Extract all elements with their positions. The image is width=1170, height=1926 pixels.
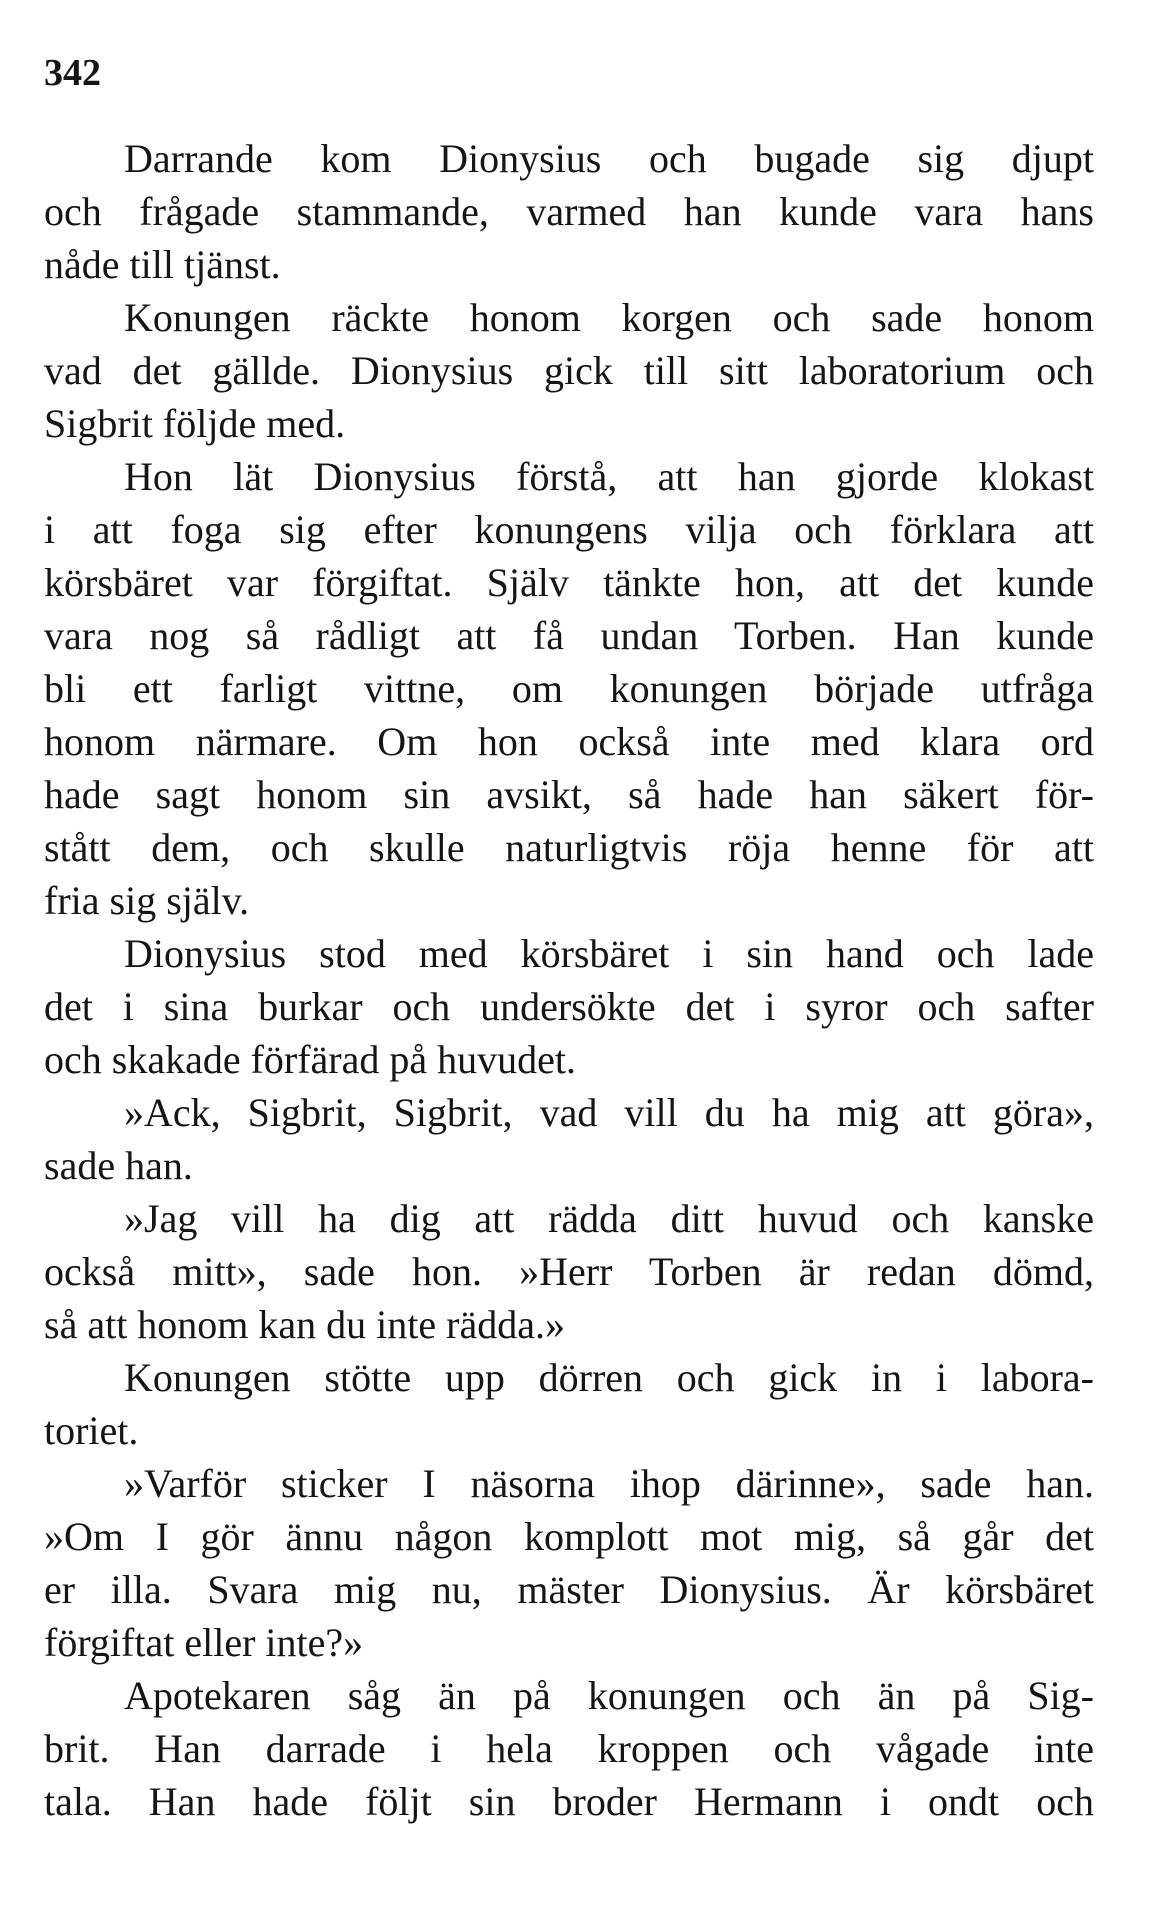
text-line: det i sina burkar och undersökte det i syror och safter	[44, 984, 1094, 1029]
body-text	[44, 132, 1094, 1828]
text-line: Konungen stötte upp dörren och gick in i labora-	[124, 1355, 1094, 1400]
text-line: så att honom kan du inte rädda.»	[44, 1302, 565, 1347]
text-line: Apotekaren såg än på konungen och än på Sig-	[124, 1673, 1094, 1718]
text-line: »Ack, Sigbrit, Sigbrit, vad vill du ha mig att göra»,	[124, 1090, 1094, 1135]
text-line: och frågade stammande, varmed han kunde vara hans	[44, 189, 1094, 234]
text-line: tala. Han hade följt sin broder Hermann i ondt och	[44, 1779, 1094, 1824]
text-line: förgiftat eller inte?»	[44, 1620, 364, 1665]
text-line: »Varför sticker I näsorna ihop därinne», sade han.	[124, 1461, 1094, 1506]
text-line: sade han.	[44, 1143, 193, 1188]
text-line: Sigbrit följde med.	[44, 401, 346, 446]
text-line: Konungen räckte honom korgen och sade honom	[124, 295, 1094, 340]
page-number: 342	[44, 52, 101, 94]
text-line: »Om I gör ännu någon komplott mot mig, så går det	[44, 1514, 1094, 1559]
text-line: Darrande kom Dionysius och bugade sig djupt	[124, 136, 1094, 181]
text-line: hade sagt honom sin avsikt, så hade han säkert för-	[44, 772, 1094, 817]
text-line: i att foga sig efter konungens vilja och förklara att	[44, 507, 1094, 552]
text-line: »Jag vill ha dig att rädda ditt huvud och kanske	[124, 1196, 1094, 1241]
text-line: bli ett farligt vittne, om konungen började utfråga	[44, 666, 1094, 711]
text-line: vad det gällde. Dionysius gick till sitt laboratorium och	[44, 348, 1094, 393]
text-line: fria sig själv.	[44, 878, 250, 923]
text-line: och skakade förfärad på huvudet.	[44, 1037, 576, 1082]
text-line: stått dem, och skulle naturligtvis röja henne för att	[44, 825, 1094, 870]
text-line: Dionysius stod med körsbäret i sin hand och lade	[124, 931, 1094, 976]
text-line: er illa. Svara mig nu, mäster Dionysius. Är körsbäret	[44, 1567, 1094, 1612]
text-line: också mitt», sade hon. »Herr Torben är redan dömd,	[44, 1249, 1094, 1294]
text-line: Hon lät Dionysius förstå, att han gjorde klokast	[124, 454, 1094, 499]
text-line: brit. Han darrade i hela kroppen och vågade inte	[44, 1726, 1094, 1771]
text-line: nåde till tjänst.	[44, 242, 281, 287]
text-line: vara nog så rådligt att få undan Torben. Han kunde	[44, 613, 1094, 658]
text-line: honom närmare. Om hon också inte med klara ord	[44, 719, 1094, 764]
text-line: toriet.	[44, 1408, 139, 1453]
text-line: körsbäret var förgiftat. Själv tänkte hon, att det kunde	[44, 560, 1094, 605]
